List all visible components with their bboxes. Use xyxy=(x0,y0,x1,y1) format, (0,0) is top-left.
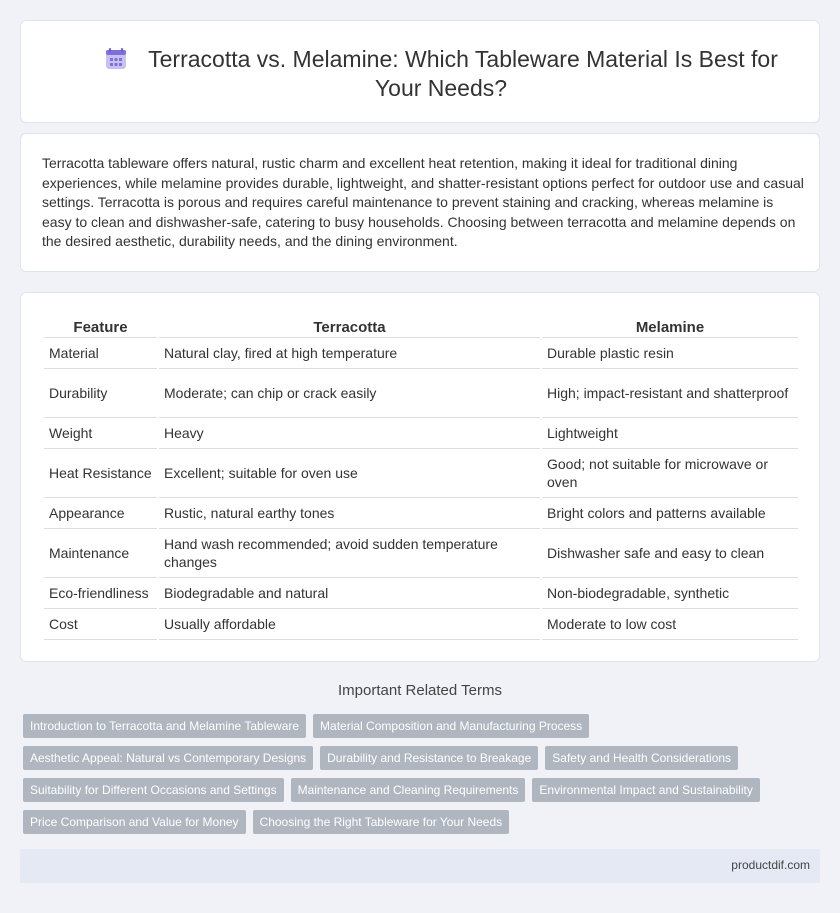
cell-melamine: Moderate to low cost xyxy=(542,609,798,640)
page-title-text: Terracotta vs. Melamine: Which Tableware Material Is Best for Your Needs? xyxy=(148,46,778,101)
table-header-row xyxy=(44,313,798,338)
intro-card xyxy=(20,133,820,272)
cell-melamine: Dishwasher safe and easy to clean xyxy=(542,529,798,578)
cell-feature: Durability xyxy=(44,369,157,418)
cell-melamine: High; impact-resistant and shatterproof xyxy=(542,369,798,418)
table-row xyxy=(44,418,798,449)
cell-melamine: Lightweight xyxy=(542,418,798,449)
related-term-tag[interactable]: Suitability for Different Occasions and Settings xyxy=(23,778,284,802)
cell-terracotta: Biodegradable and natural xyxy=(159,578,540,609)
related-term-tag[interactable]: Aesthetic Appeal: Natural vs Contemporary Designs xyxy=(23,746,313,770)
related-term-tag[interactable]: Introduction to Terracotta and Melamine Tableware xyxy=(23,714,306,738)
cell-melamine: Durable plastic resin xyxy=(542,338,798,369)
comparison-table xyxy=(42,313,800,640)
comparison-table-card xyxy=(20,292,820,662)
table-row xyxy=(44,578,798,609)
related-term-tag[interactable]: Choosing the Right Tableware for Your Needs xyxy=(253,810,510,834)
cell-terracotta: Moderate; can chip or crack easily xyxy=(159,369,540,418)
table-row xyxy=(44,498,798,529)
intro-paragraph: Terracotta tableware offers natural, rustic charm and excellent heat retention, making it ideal for traditional dining experiences, while melamine provides durable, lightweight, and shatter-resistant options perfect for outdoor use and casual settings. Terracotta is porous and requires careful maintenance to prevent staining and cracking, whereas melamine is easy to clean and dishwasher-safe, catering to busy households. Choosing between terracotta and melamine depends on the desired aesthetic, durability needs, and the dining environment. xyxy=(42,155,804,249)
related-term-tag[interactable]: Safety and Health Considerations xyxy=(545,746,738,770)
cell-terracotta: Heavy xyxy=(159,418,540,449)
cell-terracotta: Excellent; suitable for oven use xyxy=(159,449,540,498)
calendar-grid-icon xyxy=(104,47,128,71)
page-title xyxy=(81,45,801,103)
header-card xyxy=(20,20,820,123)
footer-site-name: productdif.com xyxy=(731,858,810,872)
related-term-tag[interactable]: Environmental Impact and Sustainability xyxy=(532,778,759,802)
header-feature: Feature xyxy=(44,313,157,338)
cell-feature: Appearance xyxy=(44,498,157,529)
table-row xyxy=(44,338,798,369)
cell-feature: Eco-friendliness xyxy=(44,578,157,609)
related-term-tag[interactable]: Material Composition and Manufacturing Process xyxy=(313,714,589,738)
cell-terracotta: Natural clay, fired at high temperature xyxy=(159,338,540,369)
cell-feature: Cost xyxy=(44,609,157,640)
cell-melamine: Non-biodegradable, synthetic xyxy=(542,578,798,609)
table-row xyxy=(44,449,798,498)
cell-terracotta: Rustic, natural earthy tones xyxy=(159,498,540,529)
table-row xyxy=(44,529,798,578)
table-row xyxy=(44,369,798,418)
related-terms-list xyxy=(23,714,793,834)
related-term-tag[interactable]: Durability and Resistance to Breakage xyxy=(320,746,538,770)
cell-terracotta: Usually affordable xyxy=(159,609,540,640)
cell-feature: Maintenance xyxy=(44,529,157,578)
related-term-tag[interactable]: Price Comparison and Value for Money xyxy=(23,810,246,834)
cell-terracotta: Hand wash recommended; avoid sudden temperature changes xyxy=(159,529,540,578)
footer xyxy=(20,849,820,883)
cell-feature: Material xyxy=(44,338,157,369)
related-term-tag[interactable]: Maintenance and Cleaning Requirements xyxy=(291,778,526,802)
cell-melamine: Bright colors and patterns available xyxy=(542,498,798,529)
cell-feature: Weight xyxy=(44,418,157,449)
related-terms-title: Important Related Terms xyxy=(338,682,502,699)
cell-feature: Heat Resistance xyxy=(44,449,157,498)
header-melamine: Melamine xyxy=(542,313,798,338)
cell-melamine: Good; not suitable for microwave or oven xyxy=(542,449,798,498)
header-terracotta: Terracotta xyxy=(159,313,540,338)
table-row xyxy=(44,609,798,640)
